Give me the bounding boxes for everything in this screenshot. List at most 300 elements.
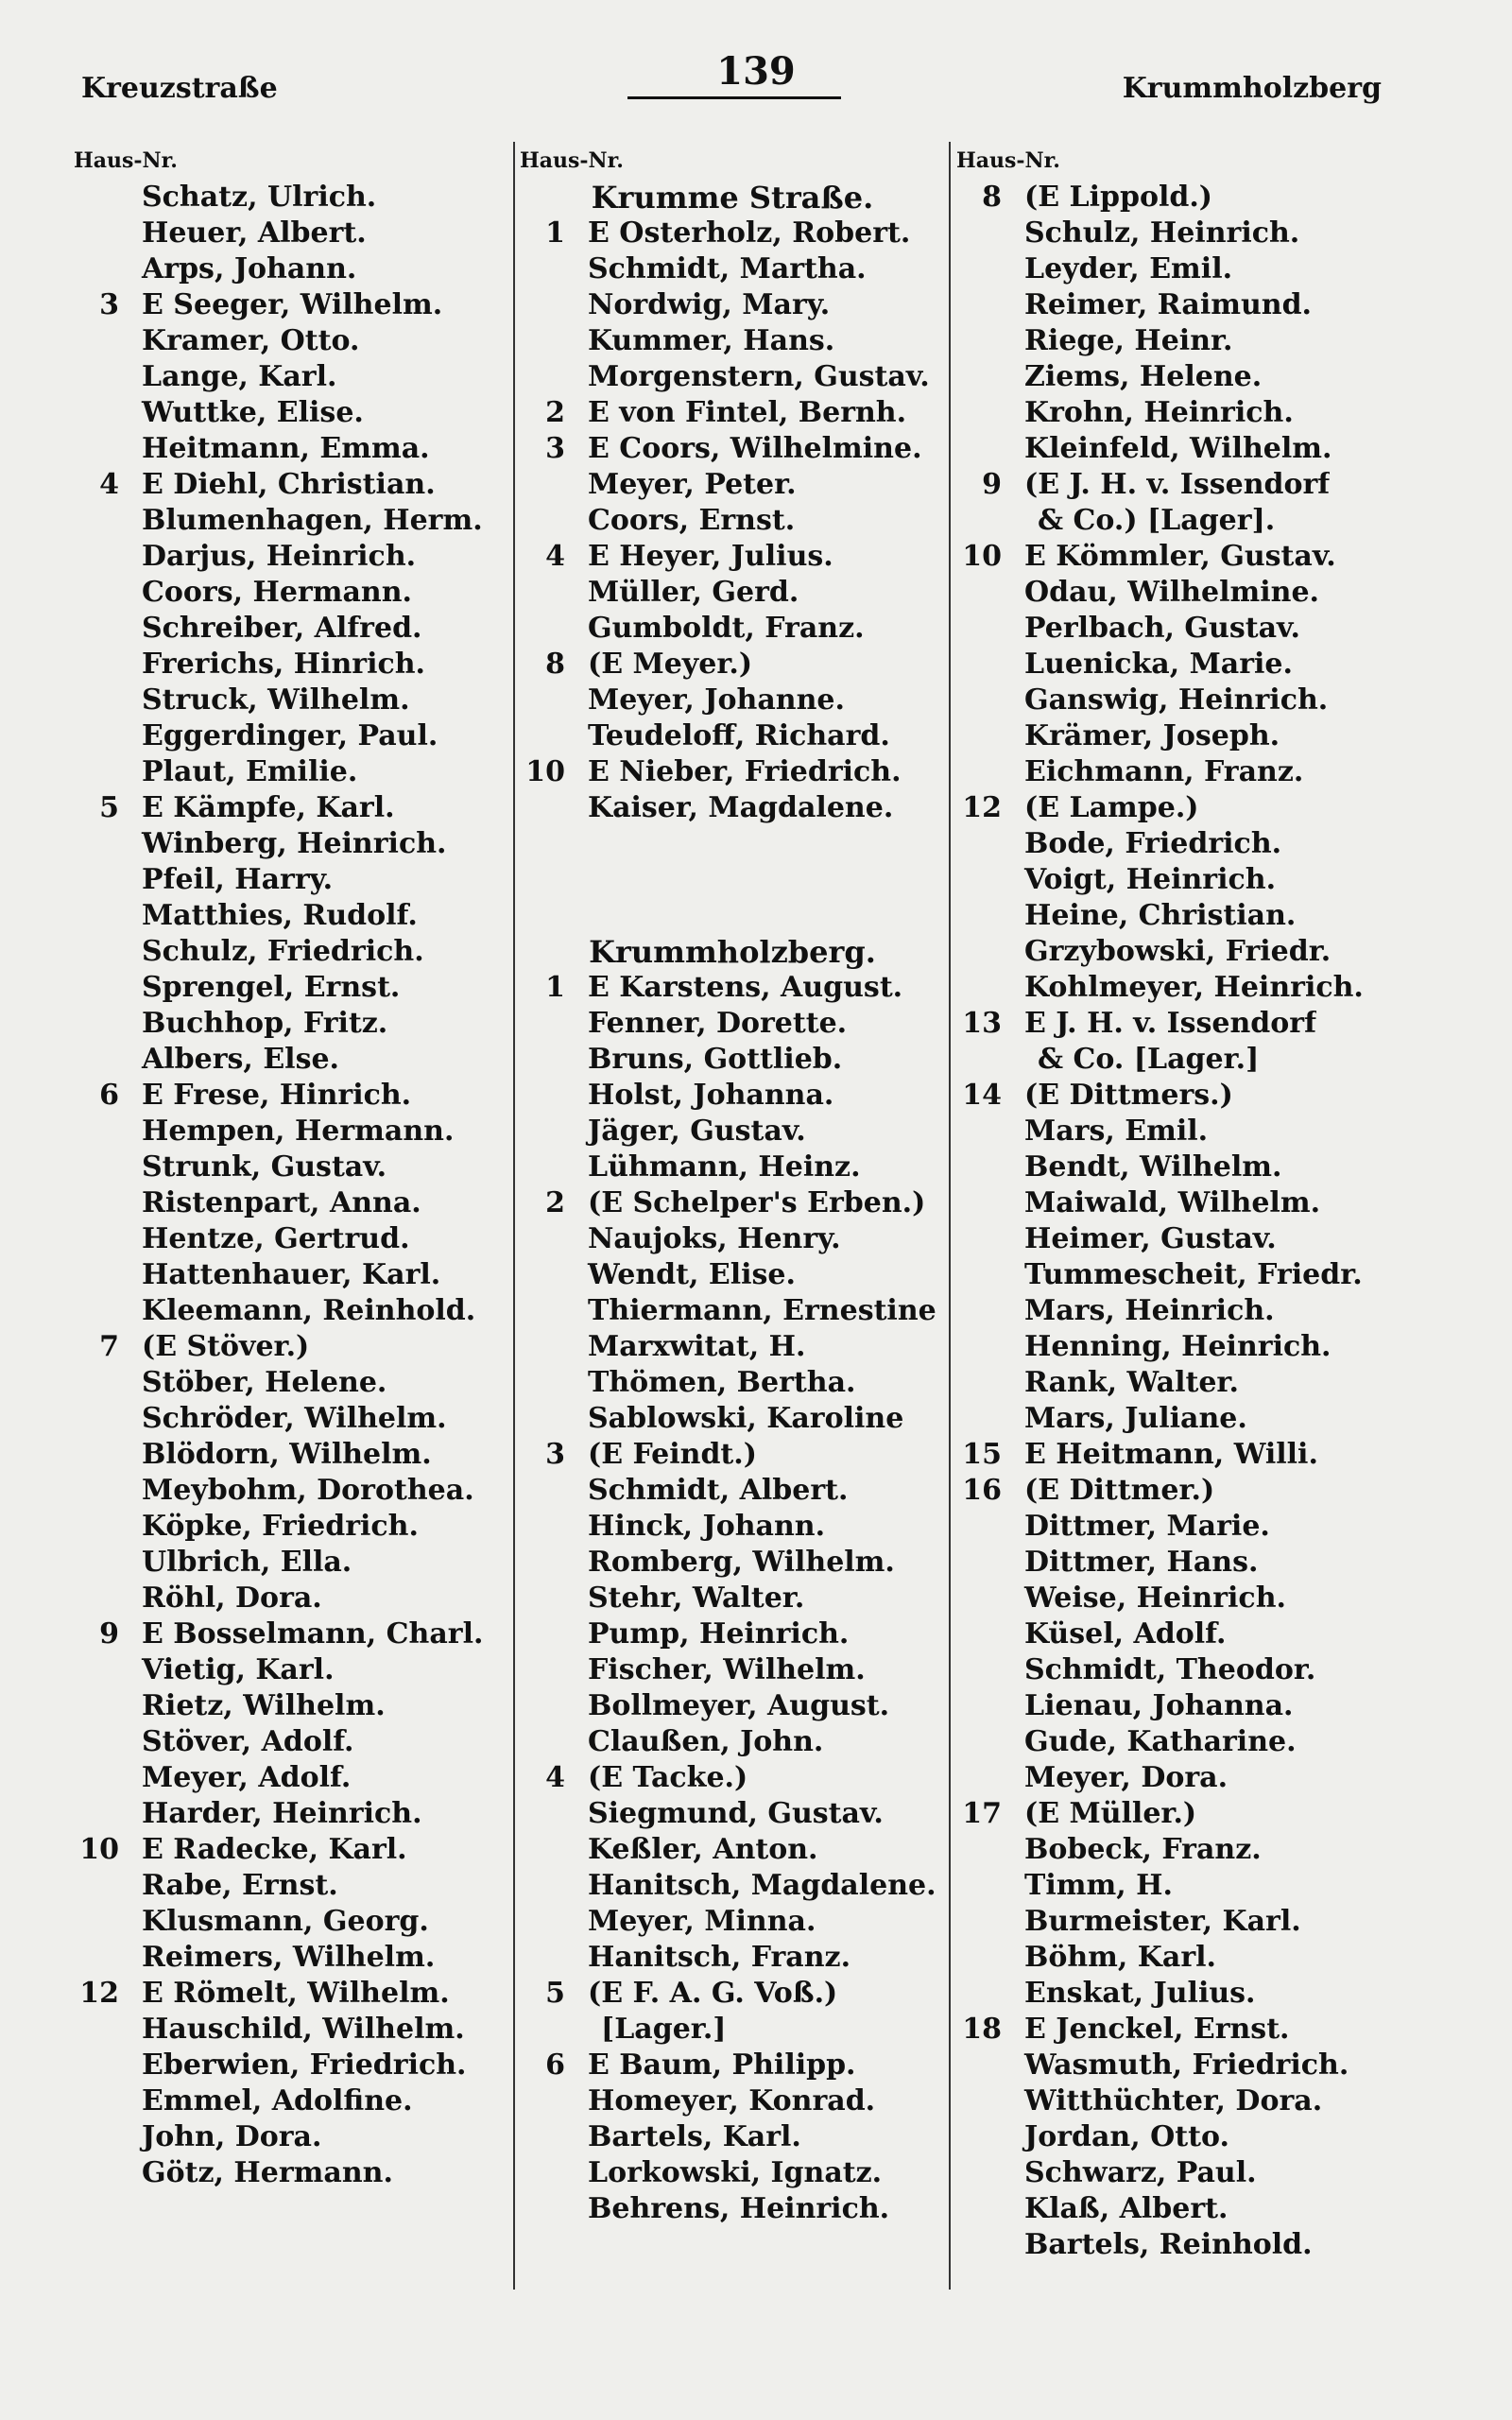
resident-entry	[956, 934, 1382, 970]
house-number	[956, 1868, 1002, 1904]
resident-entry	[956, 898, 1382, 934]
resident-entry	[74, 1473, 499, 1509]
resident-name: Coors, Hermann.	[142, 576, 412, 609]
house-number	[74, 1940, 119, 1976]
resident-name: Emmel, Adolfine.	[142, 2084, 413, 2118]
resident-entry	[520, 359, 945, 395]
resident-name: Homeyer, Konrad.	[588, 2084, 876, 2118]
resident-name: Schulz, Friedrich.	[142, 935, 424, 968]
resident-entry	[74, 2012, 499, 2048]
house-number: 3	[545, 1438, 565, 1471]
house-number	[956, 1904, 1002, 1940]
resident-name: Böhm, Karl.	[1024, 1941, 1216, 1974]
house-number	[520, 1652, 565, 1688]
house-number	[956, 2048, 1002, 2083]
resident-entry	[74, 1365, 499, 1401]
house-number	[956, 862, 1002, 898]
resident-entry	[520, 1042, 945, 1078]
house-number: 16	[962, 1474, 1002, 1507]
resident-name: [Lager.]	[601, 2013, 727, 2046]
resident-name: E Kämpfe, Karl.	[142, 791, 395, 824]
resident-entry	[520, 575, 945, 611]
house-number: 3	[545, 432, 565, 465]
resident-entry	[74, 1688, 499, 1724]
resident-name: Gude, Katharine.	[1024, 1725, 1297, 1758]
resident-name: Voigt, Heinrich.	[1024, 863, 1277, 896]
house-number	[956, 323, 1002, 359]
house-number	[74, 1904, 119, 1940]
resident-name: (E Dittmers.)	[1024, 1079, 1233, 1112]
resident-name: Witthüchter, Dora.	[1024, 2084, 1323, 2118]
resident-entry	[74, 1150, 499, 1185]
resident-name: Meybohm, Dorothea.	[142, 1474, 474, 1507]
resident-entry	[520, 1940, 945, 1976]
house-number	[956, 970, 1002, 1006]
house-number	[74, 1652, 119, 1688]
house-number	[520, 1581, 565, 1616]
house-number	[74, 2083, 119, 2119]
house-number	[74, 395, 119, 431]
resident-name: Schwarz, Paul.	[1024, 2156, 1257, 2189]
resident-name: Lienau, Johanna.	[1024, 1689, 1294, 1722]
resident-name: Ristenpart, Anna.	[142, 1186, 421, 1219]
resident-entry	[74, 1185, 499, 1221]
resident-name: Heitmann, Emma.	[142, 432, 430, 465]
haus-nr-label: Haus-Nr.	[74, 148, 178, 173]
house-number	[74, 323, 119, 359]
house-number	[74, 1868, 119, 1904]
resident-entry	[956, 2227, 1382, 2263]
resident-entry	[956, 1724, 1382, 1760]
resident-entry	[956, 2012, 1382, 2048]
resident-entry	[520, 323, 945, 359]
house-number	[956, 503, 1002, 539]
resident-entry	[520, 1401, 945, 1437]
resident-entry	[956, 826, 1382, 862]
resident-name: (E Lampe.)	[1024, 791, 1199, 824]
resident-entry	[520, 1509, 945, 1545]
house-number	[520, 1078, 565, 1114]
house-number	[956, 1221, 1002, 1257]
resident-entry	[956, 1760, 1382, 1796]
house-number	[956, 395, 1002, 431]
resident-name: Kramer, Otto.	[142, 324, 360, 357]
house-number: 4	[545, 540, 565, 573]
resident-name: E Bosselmann, Charl.	[142, 1617, 484, 1651]
resident-name: Bartels, Reinhold.	[1024, 2228, 1313, 2261]
resident-entry	[520, 1832, 945, 1868]
resident-name: Tummescheit, Friedr.	[1024, 1258, 1363, 1291]
house-number	[956, 2155, 1002, 2191]
resident-name: Hempen, Hermann.	[142, 1115, 455, 1148]
resident-name: Jäger, Gustav.	[588, 1115, 806, 1148]
resident-entry	[520, 467, 945, 503]
resident-entry	[956, 1150, 1382, 1185]
house-number	[74, 898, 119, 934]
resident-name: Rank, Walter.	[1024, 1366, 1239, 1399]
resident-entry	[956, 251, 1382, 287]
house-number	[74, 1688, 119, 1724]
resident-name: Reimers, Wilhelm.	[142, 1941, 436, 1974]
resident-entry	[956, 970, 1382, 1006]
resident-name: Fischer, Wilhelm.	[588, 1653, 866, 1686]
resident-name: Kleemann, Reinhold.	[142, 1294, 476, 1327]
resident-entry	[956, 1832, 1382, 1868]
resident-name: Burmeister, Karl.	[1024, 1905, 1301, 1938]
resident-name: Heine, Christian.	[1024, 899, 1297, 932]
resident-entry	[520, 1293, 945, 1329]
house-number: 8	[545, 648, 565, 681]
resident-name: Fenner, Dorette.	[588, 1007, 848, 1040]
column-divider-1	[513, 142, 515, 2290]
resident-name: Darjus, Heinrich.	[142, 540, 417, 573]
resident-entry	[74, 1940, 499, 1976]
house-number: 2	[545, 1186, 565, 1219]
resident-name: Coors, Ernst.	[588, 504, 796, 537]
resident-name: Henning, Heinrich.	[1024, 1330, 1332, 1363]
resident-name: Odau, Wilhelmine.	[1024, 576, 1319, 609]
resident-name: Küsel, Adolf.	[1024, 1617, 1227, 1651]
resident-entry	[956, 1904, 1382, 1940]
resident-entry	[74, 1293, 499, 1329]
resident-entry	[520, 395, 945, 431]
resident-name: E Kömmler, Gustav.	[1024, 540, 1336, 573]
house-number	[956, 718, 1002, 754]
house-number: 9	[99, 1617, 119, 1651]
resident-entry	[74, 1329, 499, 1365]
resident-name: E Heitmann, Willi.	[1024, 1438, 1318, 1471]
house-number	[74, 216, 119, 251]
resident-entry	[74, 1868, 499, 1904]
house-number	[956, 1150, 1002, 1185]
resident-entry	[956, 1868, 1382, 1904]
resident-name: John, Dora.	[142, 2120, 322, 2153]
resident-name: Dittmer, Marie.	[1024, 1510, 1270, 1543]
resident-entry	[520, 431, 945, 467]
house-number	[74, 1042, 119, 1078]
resident-name: (E Schelper's Erben.)	[588, 1186, 926, 1219]
resident-entry	[520, 1545, 945, 1581]
house-number	[956, 826, 1002, 862]
house-number	[520, 1940, 565, 1976]
resident-entry	[956, 359, 1382, 395]
resident-name: (E Meyer.)	[588, 648, 753, 681]
resident-entry	[956, 647, 1382, 683]
resident-name: Heuer, Albert.	[142, 216, 367, 250]
street-title: Krummholzberg.	[589, 934, 876, 970]
house-number	[520, 2119, 565, 2155]
house-number	[520, 1832, 565, 1868]
resident-name: Timm, H.	[1024, 1869, 1173, 1902]
resident-entry	[956, 1796, 1382, 1832]
resident-entry	[956, 180, 1382, 216]
street-section	[956, 180, 1382, 2263]
resident-name: Naujoks, Henry.	[588, 1222, 841, 1255]
column-divider-2	[949, 142, 951, 2290]
resident-name: Schatz, Ulrich.	[142, 181, 377, 214]
house-number	[520, 1257, 565, 1293]
resident-name: Holst, Johanna.	[588, 1079, 834, 1112]
house-number	[74, 1545, 119, 1581]
resident-name: Rietz, Wilhelm.	[142, 1689, 386, 1722]
house-number	[520, 2191, 565, 2227]
resident-name: Claußen, John.	[588, 1725, 824, 1758]
resident-entry	[74, 359, 499, 395]
resident-entry	[74, 1760, 499, 1796]
resident-entry	[520, 2048, 945, 2083]
resident-name: Ulbrich, Ella.	[142, 1546, 352, 1579]
house-number	[74, 2155, 119, 2191]
resident-entry	[956, 1545, 1382, 1581]
house-number	[520, 1868, 565, 1904]
house-number	[74, 1401, 119, 1437]
house-number	[956, 1652, 1002, 1688]
resident-entry	[520, 539, 945, 575]
house-number	[956, 2227, 1002, 2263]
resident-entry	[520, 611, 945, 647]
resident-name: & Co.) [Lager].	[1038, 504, 1276, 537]
resident-name: Plaut, Emilie.	[142, 755, 358, 788]
resident-name: Röhl, Dora.	[142, 1582, 322, 1615]
house-number	[956, 287, 1002, 323]
resident-name: Enskat, Julius.	[1024, 1977, 1256, 2010]
house-number	[74, 539, 119, 575]
resident-entry	[74, 647, 499, 683]
resident-name: Strunk, Gustav.	[142, 1150, 387, 1184]
resident-entry	[956, 1652, 1382, 1688]
resident-name: Blödorn, Wilhelm.	[142, 1438, 432, 1471]
resident-name: Meyer, Peter.	[588, 468, 797, 501]
resident-entry	[74, 216, 499, 251]
resident-entry	[956, 1688, 1382, 1724]
resident-name: Schulz, Heinrich.	[1024, 216, 1300, 250]
resident-entry	[956, 1976, 1382, 2012]
resident-name: (E Dittmer.)	[1024, 1474, 1215, 1507]
resident-name: Stehr, Walter.	[588, 1582, 805, 1615]
resident-name: Stöber, Helene.	[142, 1366, 387, 1399]
resident-name: Romberg, Wilhelm.	[588, 1546, 895, 1579]
house-number	[74, 431, 119, 467]
resident-name: Köpke, Friedrich.	[142, 1510, 419, 1543]
resident-entry	[956, 2191, 1382, 2227]
resident-entry	[74, 431, 499, 467]
resident-name: E Römelt, Wilhelm.	[142, 1977, 450, 2010]
resident-entry	[74, 898, 499, 934]
resident-name: Buchhop, Fritz.	[142, 1007, 388, 1040]
resident-name: Keßler, Anton.	[588, 1833, 818, 1866]
resident-name: E Diehl, Christian.	[142, 468, 436, 501]
resident-entry	[520, 683, 945, 718]
house-number	[74, 1581, 119, 1616]
street-title: Krumme Straße.	[591, 180, 874, 216]
resident-entry	[74, 1904, 499, 1940]
house-number	[74, 1257, 119, 1293]
house-number	[74, 1293, 119, 1329]
house-number	[956, 216, 1002, 251]
resident-name: Krohn, Heinrich.	[1024, 396, 1294, 429]
resident-entry	[74, 503, 499, 539]
house-number	[74, 180, 119, 216]
resident-entry	[956, 431, 1382, 467]
resident-entry	[956, 1401, 1382, 1437]
resident-name: Ganswig, Heinrich.	[1024, 683, 1329, 717]
house-number: 10	[525, 755, 565, 788]
resident-entry	[956, 467, 1382, 503]
house-number	[74, 611, 119, 647]
resident-entry	[956, 287, 1382, 323]
resident-entry	[74, 1581, 499, 1616]
house-number	[956, 1545, 1002, 1581]
house-number: 6	[99, 1079, 119, 1112]
resident-name: Blumenhagen, Herm.	[142, 504, 483, 537]
resident-name: Weise, Heinrich.	[1024, 1582, 1286, 1615]
resident-name: Heimer, Gustav.	[1024, 1222, 1277, 1255]
house-number	[956, 1940, 1002, 1976]
house-number	[956, 1976, 1002, 2012]
resident-name: Bendt, Wilhelm.	[1024, 1150, 1282, 1184]
resident-entry	[520, 2155, 945, 2191]
resident-entry	[74, 683, 499, 718]
resident-entry	[520, 1796, 945, 1832]
house-number	[956, 1832, 1002, 1868]
house-number: 12	[79, 1977, 119, 2010]
resident-name: Schröder, Wilhelm.	[142, 1402, 447, 1435]
house-number	[956, 1688, 1002, 1724]
resident-name: (E Lippold.)	[1024, 181, 1212, 214]
house-number	[520, 359, 565, 395]
resident-name: Leyder, Emil.	[1024, 252, 1233, 285]
house-number	[956, 2191, 1002, 2227]
resident-entry	[520, 287, 945, 323]
resident-entry	[74, 1437, 499, 1473]
resident-entry	[520, 718, 945, 754]
page-number-rule	[627, 96, 841, 99]
house-number	[956, 2083, 1002, 2119]
resident-name: (E Stöver.)	[142, 1330, 310, 1363]
resident-entry	[956, 611, 1382, 647]
resident-entry	[520, 647, 945, 683]
house-number: 4	[99, 468, 119, 501]
resident-name: Götz, Hermann.	[142, 2156, 393, 2189]
resident-entry	[956, 1006, 1382, 1042]
resident-entry	[520, 1437, 945, 1473]
house-number	[520, 251, 565, 287]
resident-name: Meyer, Dora.	[1024, 1761, 1228, 1794]
resident-name: Perlbach, Gustav.	[1024, 612, 1300, 645]
resident-name: Eggerdinger, Paul.	[142, 719, 438, 752]
resident-name: Jordan, Otto.	[1024, 2120, 1229, 2153]
resident-entry	[956, 2119, 1382, 2155]
house-number	[956, 2119, 1002, 2155]
resident-entry	[520, 1760, 945, 1796]
resident-entry	[74, 1976, 499, 2012]
resident-entry	[520, 1221, 945, 1257]
house-number	[956, 1724, 1002, 1760]
house-number	[956, 1114, 1002, 1150]
resident-name: Bartels, Karl.	[588, 2120, 801, 2153]
resident-name: Marxwitat, H.	[588, 1330, 806, 1363]
resident-name: Meyer, Adolf.	[142, 1761, 352, 1794]
house-number: 3	[99, 288, 119, 321]
resident-entry	[956, 1329, 1382, 1365]
resident-entry	[520, 1185, 945, 1221]
resident-name: Thiermann, Ernestine	[588, 1294, 936, 1327]
resident-entry	[520, 1976, 945, 2012]
house-number	[520, 1545, 565, 1581]
house-number	[956, 1401, 1002, 1437]
resident-name: Wasmuth, Friedrich.	[1024, 2048, 1349, 2082]
resident-name: Nordwig, Mary.	[588, 288, 831, 321]
resident-name: Dittmer, Hans.	[1024, 1546, 1259, 1579]
resident-name: Arps, Johann.	[142, 252, 357, 285]
house-number	[74, 970, 119, 1006]
house-number	[956, 611, 1002, 647]
house-number: 10	[79, 1833, 119, 1866]
resident-entry	[74, 2083, 499, 2119]
resident-entry	[956, 539, 1382, 575]
resident-name: E J. H. v. Issendorf	[1024, 1007, 1317, 1040]
house-number	[74, 683, 119, 718]
house-number	[520, 1365, 565, 1401]
resident-name: (E Tacke.)	[588, 1761, 748, 1794]
house-number	[74, 934, 119, 970]
house-number	[956, 934, 1002, 970]
resident-entry	[956, 1365, 1382, 1401]
house-number: 6	[545, 2048, 565, 2082]
house-number	[956, 251, 1002, 287]
haus-nr-label: Haus-Nr.	[956, 148, 1060, 173]
resident-entry	[520, 1616, 945, 1652]
resident-entry	[520, 1688, 945, 1724]
house-number	[74, 718, 119, 754]
resident-entry	[74, 718, 499, 754]
resident-name: Wendt, Elise.	[588, 1258, 796, 1291]
resident-name: Luenicka, Marie.	[1024, 648, 1293, 681]
resident-entry	[74, 2048, 499, 2083]
house-number: 17	[962, 1797, 1002, 1830]
resident-entry	[520, 503, 945, 539]
house-number	[520, 2012, 565, 2048]
resident-name: Teudeloff, Richard.	[588, 719, 890, 752]
resident-name: Hanitsch, Franz.	[588, 1941, 851, 1974]
resident-name: E Radecke, Karl.	[142, 1833, 407, 1866]
resident-entry	[520, 1581, 945, 1616]
running-head-left: Kreuzstraße	[81, 72, 278, 105]
house-number	[520, 1006, 565, 1042]
resident-entry	[74, 790, 499, 826]
house-number	[956, 1760, 1002, 1796]
resident-name: Kohlmeyer, Heinrich.	[1024, 971, 1364, 1004]
house-number	[956, 1257, 1002, 1293]
resident-name: E Heyer, Julius.	[588, 540, 833, 573]
resident-entry	[74, 1042, 499, 1078]
house-number	[956, 1581, 1002, 1616]
section-spacer	[520, 826, 945, 934]
resident-entry	[956, 1293, 1382, 1329]
resident-entry	[74, 1114, 499, 1150]
house-number	[74, 1150, 119, 1185]
house-number: 8	[982, 181, 1002, 214]
resident-entry	[74, 251, 499, 287]
house-number	[74, 1365, 119, 1401]
resident-entry	[520, 1724, 945, 1760]
resident-entry	[520, 1150, 945, 1185]
resident-name: Schmidt, Martha.	[588, 252, 867, 285]
resident-name: Siegmund, Gustav.	[588, 1797, 884, 1830]
resident-entry	[520, 1868, 945, 1904]
resident-entry	[74, 2119, 499, 2155]
resident-entry	[74, 862, 499, 898]
